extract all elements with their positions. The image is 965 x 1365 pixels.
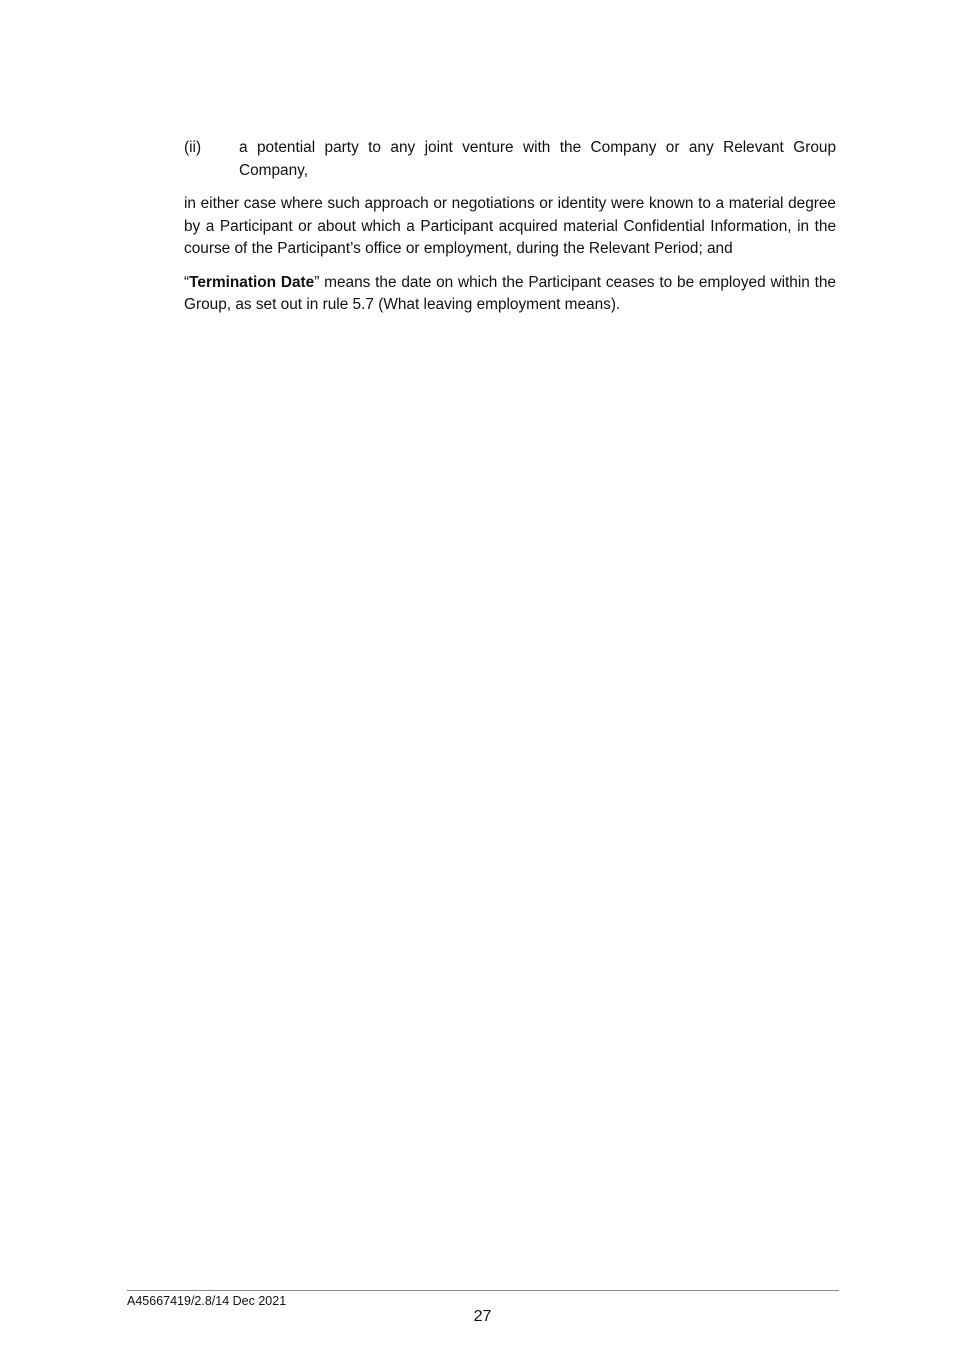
either-case-paragraph: in either case where such approach or negotiations or identity were known to a material degree by a Participant or about which a Participant acquired material Confidential Information, in the course of the Participant’s office or employment, during the Relevant Period; and: [184, 195, 836, 257]
list-item-ii: [184, 137, 836, 182]
definition-text: ” means the date on which the Participant ceases to be employed within the Group, as set out in rule 5.7 (What leaving employment means).: [184, 273, 836, 313]
document-reference: A45667419/2.8/14 Dec 2021: [127, 1294, 287, 1308]
definition-open-quote: “: [184, 273, 190, 291]
list-item-text: a potential party to any joint venture with the Company or any Relevant Group Company,: [239, 139, 836, 179]
document-body: [184, 137, 836, 328]
list-item-number: (ii): [184, 139, 202, 156]
page-number: 27: [473, 1308, 492, 1325]
defined-term: Termination Date: [189, 273, 315, 291]
footer-divider: [127, 1290, 839, 1291]
termination-date-definition: [184, 272, 836, 317]
